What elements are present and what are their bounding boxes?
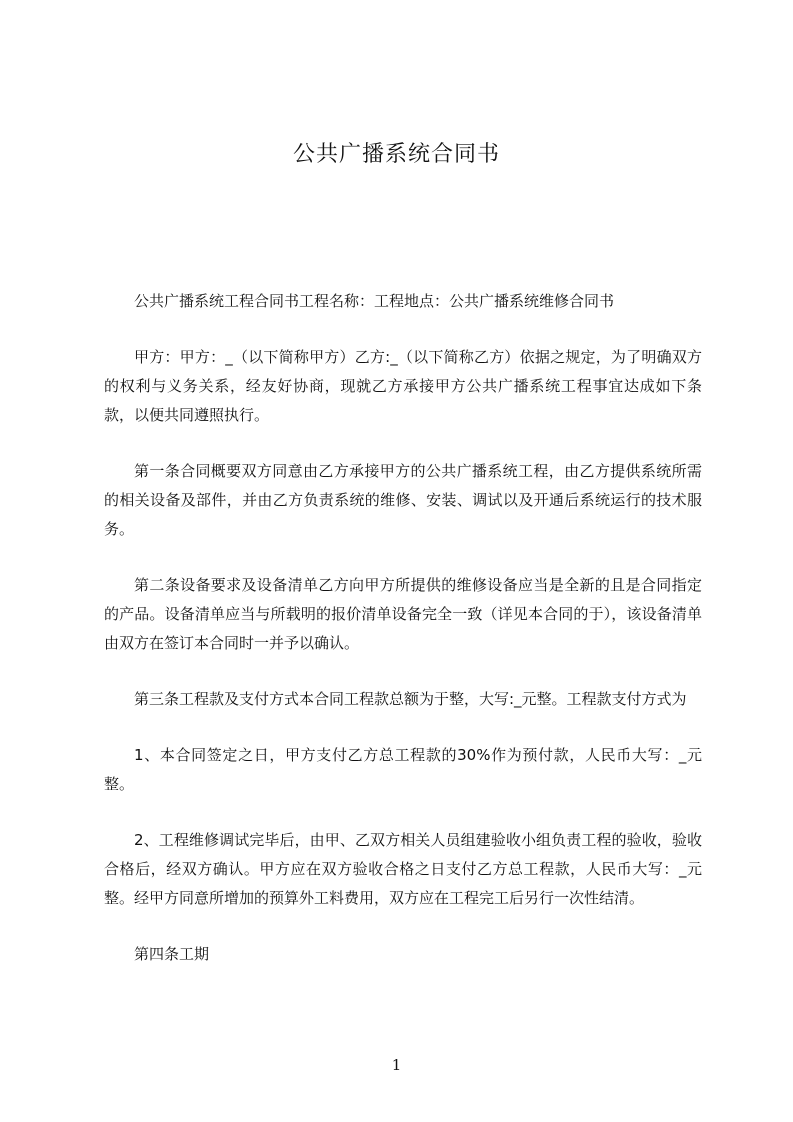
paragraph-parties: 甲方：甲方：_（以下简称甲方）乙方:_（以下简称乙方）依据之规定，为了明确双方的权利与义务关系，经友好协商，现就乙方承接甲方公共广播系统工程事宜达成如下条款，以便共同遵照执行。 xyxy=(104,348,702,424)
document-title: 公共广播系统合同书 xyxy=(292,142,500,167)
paragraph-article-1: 第一条合同概要双方同意由乙方承接甲方的公共广播系统工程，由乙方提供系统所需的相关设备及部件，并由乙方负责系统的维修、安装、调试以及开通后系统运行的技术服务。 xyxy=(104,462,702,538)
document-body xyxy=(104,287,702,969)
paragraph-article-2: 第二条设备要求及设备清单乙方向甲方所提供的维修设备应当是全新的且是合同指定的产品。设备清单应当与所载明的报价清单设备完全一致（详见本合同的于），该设备清单由双方在签订本合同时一并予以确认。 xyxy=(104,576,702,652)
paragraph-payment-2: 2、工程维修调试完毕后，由甲、乙双方相关人员组建验收小组负责工程的验收，验收合格后，经双方确认。甲方应在双方验收合格之日支付乙方总工程款，人民币大写：_元整。经甲方同意所增加的预算外工料费用，双方应在工程完工后另行一次性结清。 xyxy=(104,831,702,907)
paragraph-article-4: 第四条工期 xyxy=(134,945,210,963)
paragraph-project-info: 公共广播系统工程合同书工程名称：工程地点：公共广播系统维修合同书 xyxy=(134,292,615,310)
page-number: 1 xyxy=(391,1056,402,1074)
paragraph-payment-1: 1、本合同签定之日，甲方支付乙方总工程款的30%作为预付款，人民币大写：_元整。 xyxy=(104,746,702,793)
paragraph-article-3: 第三条工程款及支付方式本合同工程款总额为于整，大写:_元整。工程款支付方式为 xyxy=(134,690,687,708)
